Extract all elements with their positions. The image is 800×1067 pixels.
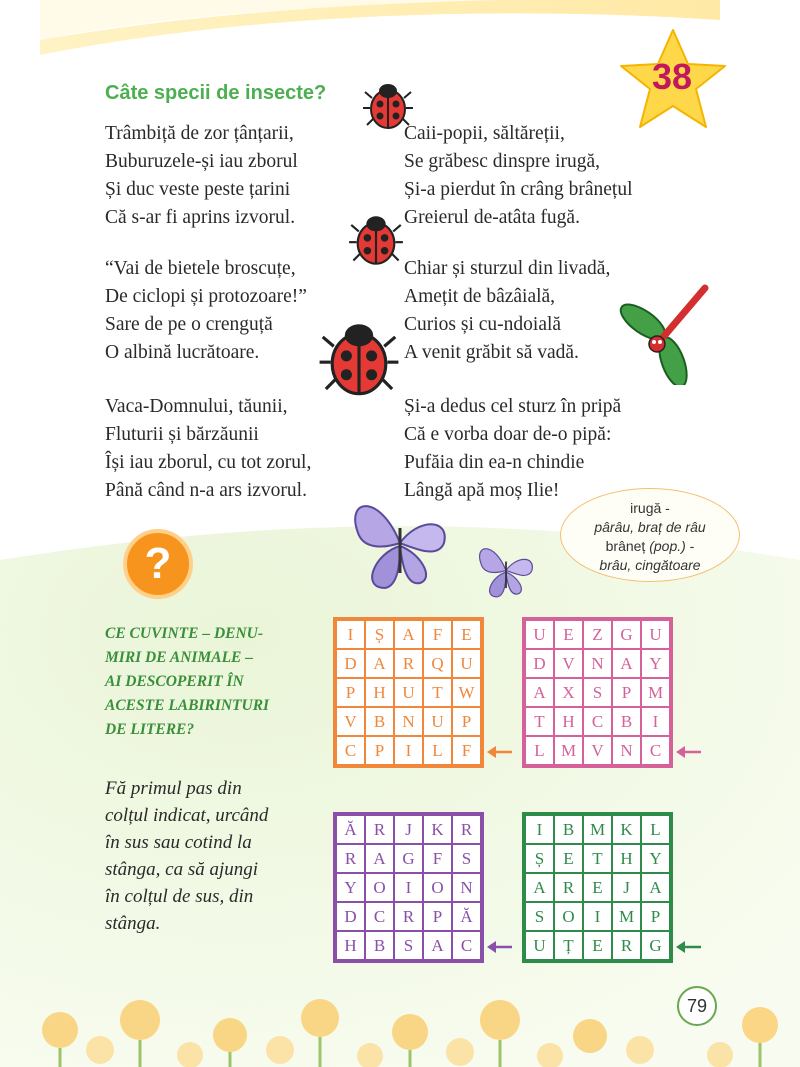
grid-letter-cell: Ș xyxy=(365,620,394,649)
grid-letter-cell: X xyxy=(554,678,583,707)
grid-letter-cell: G xyxy=(612,620,641,649)
grid-letter-cell: A xyxy=(612,649,641,678)
glossary-term-dash: - xyxy=(685,538,695,554)
grid-letter-cell: U xyxy=(525,620,554,649)
grid-letter-cell: V xyxy=(583,736,612,765)
poem-line: Că s-ar fi aprins izvorul. xyxy=(105,207,296,228)
question-line: CE CUVINTE – DENU- xyxy=(105,625,264,642)
grid-letter-cell: I xyxy=(583,902,612,931)
poem-line: Buburuzele-și iau zborul xyxy=(105,151,298,172)
grid-letter-cell: Y xyxy=(336,873,365,902)
letter-grid-purple xyxy=(333,812,484,963)
poem-line: Și duc veste peste țarini xyxy=(105,179,291,200)
question-line: MIRI DE ANIMALE – xyxy=(105,649,254,666)
page-number: 79 xyxy=(677,986,717,1026)
grid-letter-cell: H xyxy=(336,931,365,960)
grid-letter-cell: J xyxy=(612,873,641,902)
grid-letter-cell: T xyxy=(423,678,452,707)
grid-letter-cell: P xyxy=(641,902,670,931)
instruction-line: stânga, ca să ajungi xyxy=(105,859,259,880)
poem-line: Curios și cu-ndoială xyxy=(404,314,562,335)
grid-letter-cell: A xyxy=(365,649,394,678)
grid-letter-cell: B xyxy=(612,707,641,736)
grid-letter-cell: P xyxy=(336,678,365,707)
glossary-definition-2: brâu, cingătoare xyxy=(599,557,701,573)
grid-letter-cell: R xyxy=(452,815,481,844)
instruction-line: colțul indicat, urcând xyxy=(105,805,269,826)
question-mark-icon xyxy=(122,528,194,600)
poem-line: Fluturii și bărzăunii xyxy=(105,424,259,445)
grid-letter-cell: I xyxy=(525,815,554,844)
grid-letter-cell: R xyxy=(394,649,423,678)
poem-title: Câte specii de insecte? xyxy=(105,82,327,104)
start-arrow-icon xyxy=(676,745,702,759)
grid-letter-cell: B xyxy=(365,931,394,960)
instruction-line: Fă primul pas din xyxy=(105,778,242,799)
grid-letter-cell: B xyxy=(554,815,583,844)
grid-letter-cell: E xyxy=(554,844,583,873)
grid-letter-cell: R xyxy=(612,931,641,960)
grid-letter-cell: C xyxy=(365,902,394,931)
dragonfly-icon xyxy=(615,280,715,385)
ladybug-icon xyxy=(318,318,400,400)
grid-letter-cell: S xyxy=(394,931,423,960)
grid-letter-cell: Y xyxy=(641,844,670,873)
grid-letter-cell: A xyxy=(641,873,670,902)
letter-grid-pink xyxy=(522,617,673,768)
grid-letter-cell: J xyxy=(394,815,423,844)
poem-line: Vaca-Domnului, tăunii, xyxy=(105,396,288,417)
grid-letter-cell: N xyxy=(394,707,423,736)
letter-grid-green xyxy=(522,812,673,963)
grid-letter-cell: E xyxy=(583,931,612,960)
grid-letter-cell: F xyxy=(423,844,452,873)
grid-letter-cell: Z xyxy=(583,620,612,649)
grid-letter-cell: Ș xyxy=(525,844,554,873)
grid-letter-cell: H xyxy=(612,844,641,873)
grid-letter-cell: P xyxy=(423,902,452,931)
exercise-instructions xyxy=(105,775,315,937)
grid-letter-cell: P xyxy=(365,736,394,765)
grid-letter-cell: F xyxy=(452,736,481,765)
grid-letter-cell: H xyxy=(554,707,583,736)
grid-letter-cell: R xyxy=(394,902,423,931)
question-line: AI DESCOPERIT ÎN xyxy=(105,673,244,690)
poem-line: Că e vorba doar de-o pipă: xyxy=(404,424,612,445)
grid-letter-cell: A xyxy=(525,678,554,707)
grid-letter-cell: S xyxy=(452,844,481,873)
poem-line: Își iau zborul, cu tot zorul, xyxy=(105,452,312,473)
poem-line: Trâmbiță de zor țânțarii, xyxy=(105,123,294,144)
grid-letter-cell: S xyxy=(583,678,612,707)
grid-letter-cell: U xyxy=(525,931,554,960)
grid-letter-cell: F xyxy=(423,620,452,649)
poem-line: A venit grăbit să vadă. xyxy=(404,342,579,363)
grid-letter-cell: I xyxy=(394,873,423,902)
grid-letter-cell: N xyxy=(612,736,641,765)
exercise-question xyxy=(105,622,315,742)
grid-letter-cell: D xyxy=(525,649,554,678)
grid-letter-cell: T xyxy=(525,707,554,736)
grid-letter-cell: N xyxy=(452,873,481,902)
start-arrow-icon xyxy=(487,745,513,759)
grid-letter-cell: G xyxy=(641,931,670,960)
grid-letter-cell: N xyxy=(583,649,612,678)
poem-line: De ciclopi și protozoare!” xyxy=(105,286,307,307)
grid-letter-cell: O xyxy=(423,873,452,902)
poem-stanza-right-2 xyxy=(404,255,610,367)
grid-letter-cell: I xyxy=(641,707,670,736)
grid-letter-cell: C xyxy=(336,736,365,765)
grid-letter-cell: C xyxy=(583,707,612,736)
butterfly-icon xyxy=(470,538,542,604)
grid-letter-cell: I xyxy=(336,620,365,649)
grid-letter-cell: R xyxy=(554,873,583,902)
poem-line: Sare de pe o crenguță xyxy=(105,314,273,335)
grid-letter-cell: L xyxy=(525,736,554,765)
poem-stanza-left-3 xyxy=(105,393,311,505)
poem-line: Se grăbesc dinspre irugă, xyxy=(404,151,601,172)
grid-letter-cell: W xyxy=(452,678,481,707)
grid-letter-cell: U xyxy=(452,649,481,678)
question-line: ACESTE LABIRINTURI xyxy=(105,697,270,714)
poem-line: “Vai de bietele broscuțe, xyxy=(105,258,296,279)
poem-line: Lângă apă moș Ilie! xyxy=(404,480,560,501)
grid-letter-cell: E xyxy=(554,620,583,649)
poem-line: Caii-popii, săltăreții, xyxy=(404,123,565,144)
glossary-term-word: brâneț xyxy=(605,538,650,554)
grid-letter-cell: C xyxy=(641,736,670,765)
glossary-definition: pârâu, braț de râu xyxy=(594,519,706,535)
grid-letter-cell: U xyxy=(423,707,452,736)
poem-stanza-left-1 xyxy=(105,120,298,232)
letter-grid-orange xyxy=(333,617,484,768)
grid-letter-cell: V xyxy=(554,649,583,678)
grid-letter-cell: I xyxy=(394,736,423,765)
lesson-number: 38 xyxy=(652,56,693,97)
instruction-line: în colțul de sus, din xyxy=(105,886,254,907)
start-arrow-icon xyxy=(676,940,702,954)
grid-letter-cell: B xyxy=(365,707,394,736)
poem-line: Chiar și sturzul din livadă, xyxy=(404,258,611,279)
poem-line: Și-a pierdut în crâng brânețul xyxy=(404,179,633,200)
ladybug-icon xyxy=(362,80,414,132)
grid-letter-cell: Ț xyxy=(554,931,583,960)
glossary-term-2 xyxy=(561,537,739,556)
grid-letter-cell: A xyxy=(525,873,554,902)
grid-letter-cell: D xyxy=(336,902,365,931)
grid-letter-cell: M xyxy=(612,902,641,931)
grid-letter-cell: Y xyxy=(641,649,670,678)
start-arrow-icon xyxy=(487,940,513,954)
grid-letter-cell: H xyxy=(365,678,394,707)
glossary-term: irugă - xyxy=(630,500,670,516)
instruction-line: în sus sau cotind la xyxy=(105,832,252,853)
grid-letter-cell: M xyxy=(554,736,583,765)
poem-line: O albină lucrătoare. xyxy=(105,342,260,363)
grid-letter-cell: E xyxy=(452,620,481,649)
butterfly-icon xyxy=(340,488,460,600)
grid-letter-cell: Q xyxy=(423,649,452,678)
grid-letter-cell: L xyxy=(641,815,670,844)
poem-line: Până când n-a ars izvorul. xyxy=(105,480,307,501)
grid-letter-cell: V xyxy=(336,707,365,736)
grid-letter-cell: G xyxy=(394,844,423,873)
grid-letter-cell: T xyxy=(583,844,612,873)
poem-stanza-right-1 xyxy=(404,120,633,232)
grid-letter-cell: R xyxy=(365,815,394,844)
grid-letter-cell: P xyxy=(452,707,481,736)
grid-letter-cell: P xyxy=(612,678,641,707)
instruction-line: stânga. xyxy=(105,913,161,934)
question-line: DE LITERE? xyxy=(105,721,195,738)
grid-letter-cell: U xyxy=(641,620,670,649)
grid-letter-cell: C xyxy=(452,931,481,960)
grid-letter-cell: A xyxy=(394,620,423,649)
grid-letter-cell: O xyxy=(554,902,583,931)
poem-stanza-left-2 xyxy=(105,255,307,367)
grid-letter-cell: A xyxy=(365,844,394,873)
grid-letter-cell: U xyxy=(394,678,423,707)
grid-letter-cell: Ă xyxy=(452,902,481,931)
grid-letter-cell: K xyxy=(423,815,452,844)
grid-letter-cell: E xyxy=(583,873,612,902)
grid-letter-cell: O xyxy=(365,873,394,902)
poem-line: Pufăia din ea-n chindie xyxy=(404,452,585,473)
grid-letter-cell: M xyxy=(641,678,670,707)
grid-letter-cell: M xyxy=(583,815,612,844)
grid-letter-cell: D xyxy=(336,649,365,678)
grid-letter-cell: R xyxy=(336,844,365,873)
poem-line: Amețit de bâzâială, xyxy=(404,286,556,307)
grid-letter-cell: A xyxy=(423,931,452,960)
poem-line: Și-a dedus cel sturz în pripă xyxy=(404,396,622,417)
grid-letter-cell: L xyxy=(423,736,452,765)
question-mark-glyph: ? xyxy=(144,539,172,588)
ladybug-icon xyxy=(348,212,404,268)
grid-letter-cell: Ă xyxy=(336,815,365,844)
grid-letter-cell: S xyxy=(525,902,554,931)
poem-line: Greierul de-atâta fugă. xyxy=(404,207,580,228)
grid-letter-cell: K xyxy=(612,815,641,844)
glossary-term-note: (pop.) xyxy=(649,538,686,554)
glossary-bubble xyxy=(560,488,740,582)
